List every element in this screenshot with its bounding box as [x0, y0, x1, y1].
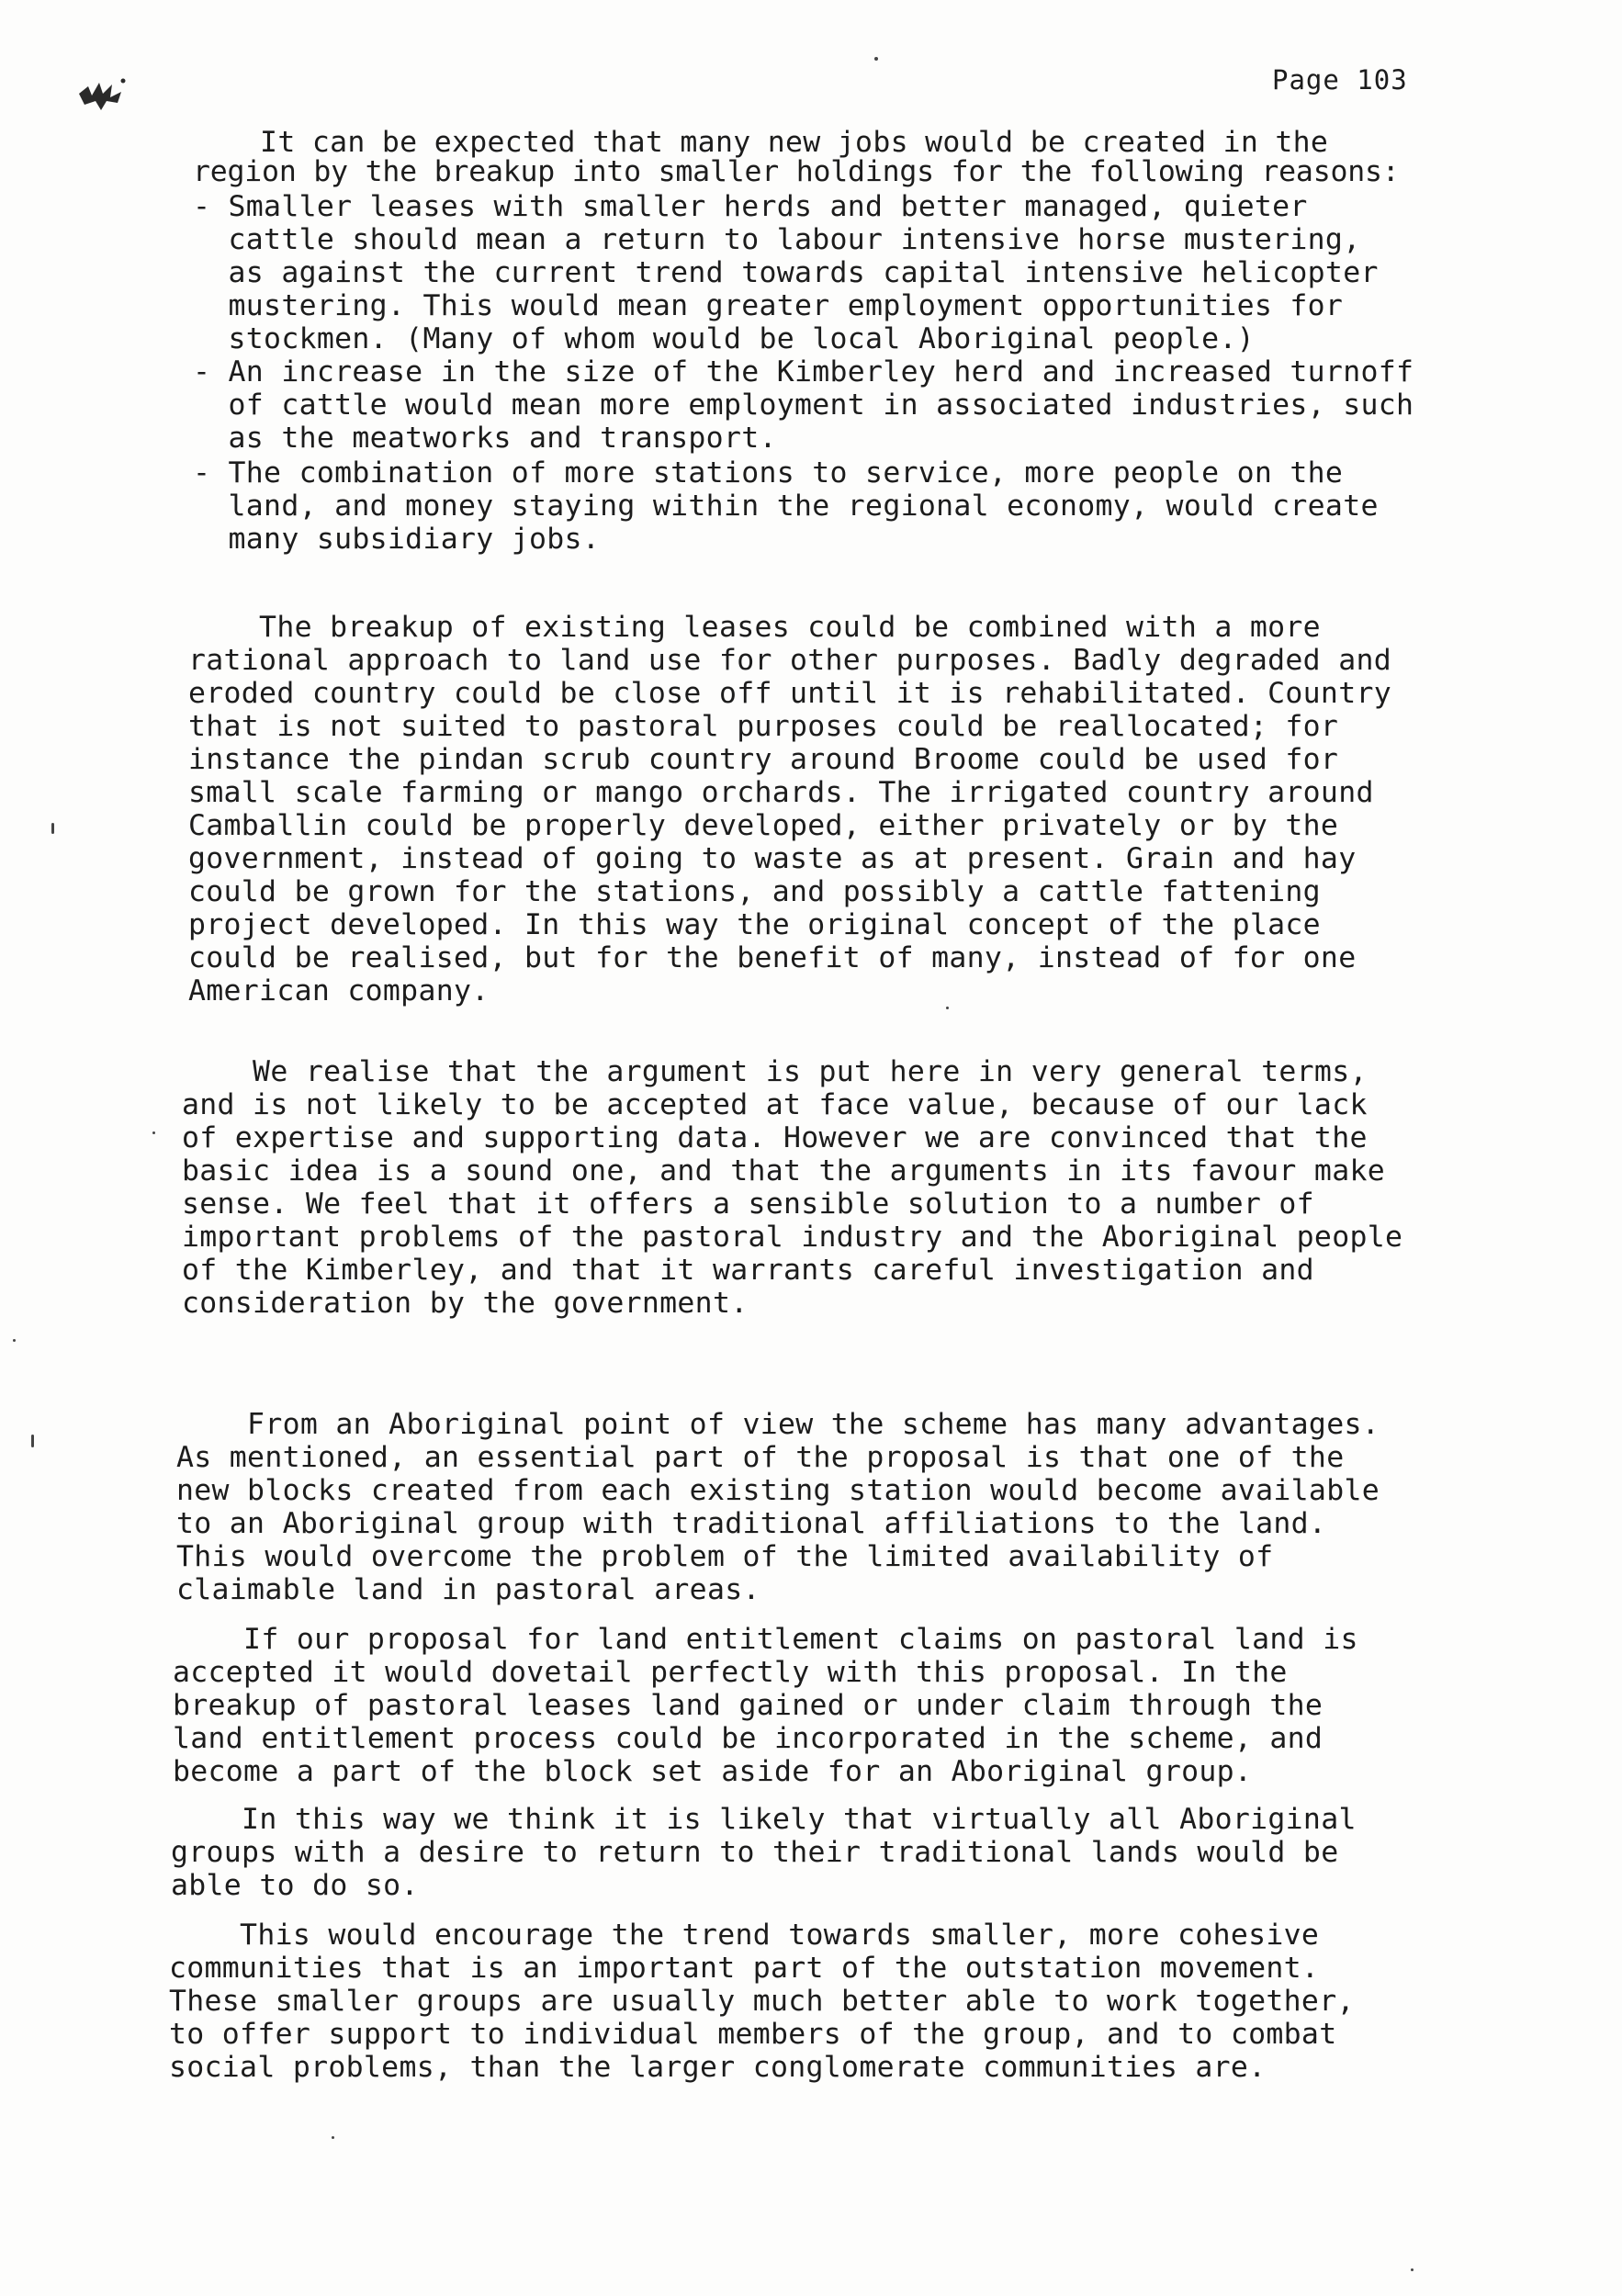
text-line: to offer support to individual members of the group, and to combat: [169, 2018, 1337, 2051]
text-line: accepted it would dovetail perfectly with this proposal. In the: [173, 1656, 1288, 1689]
text-line: to an Aboriginal group with traditional affiliations to the land.: [176, 1507, 1327, 1540]
text-line: government, instead of going to waste as at present. Grain and hay: [188, 842, 1357, 875]
text-line: If our proposal for land entitlement claims on pastoral land is: [173, 1623, 1358, 1656]
text-line: land, and money staying within the regional economy, would create: [193, 490, 1379, 523]
text-line: region by the breakup into smaller holdings for the following reasons:: [193, 155, 1400, 188]
text-line: as against the current trend towards capital intensive helicopter: [193, 256, 1379, 289]
text-line: basic idea is a sound one, and that the arguments in its favour make: [182, 1154, 1385, 1187]
text-line: American company.: [188, 974, 490, 1007]
text-line: cattle should mean a return to labour intensive horse mustering,: [193, 223, 1361, 256]
scan-speck: [946, 1007, 949, 1009]
text-line: This would encourage the trend towards smaller, more cohesive: [169, 1919, 1320, 1952]
text-line: - An increase in the size of the Kimberley herd and increased turnoff: [193, 355, 1414, 388]
scan-speck: [13, 1339, 16, 1342]
text-line: breakup of pastoral leases land gained or under claim through the: [173, 1689, 1324, 1722]
text-line: become a part of the block set aside for an Aboriginal group.: [173, 1755, 1253, 1788]
text-line: new blocks created from each existing station would become available: [176, 1474, 1380, 1507]
text-line: This would overcome the problem of the limited availability of: [176, 1540, 1274, 1573]
ink-blot-mark: [75, 73, 129, 114]
text-line: sense. We feel that it offers a sensible solution to a number of: [182, 1187, 1314, 1221]
text-line: groups with a desire to return to their traditional lands would be: [171, 1836, 1339, 1869]
text-line: consideration by the government.: [182, 1287, 749, 1320]
text-line: instance the pindan scrub country around Broome could be used for: [188, 743, 1339, 776]
text-line: The breakup of existing leases could be combined with a more: [188, 611, 1321, 644]
text-line: From an Aboriginal point of view the scheme has many advantages.: [176, 1408, 1380, 1441]
text-line: stockmen. (Many of whom would be local Aboriginal people.): [193, 322, 1255, 355]
text-line: Camballin could be properly developed, either privately or by the: [188, 809, 1339, 842]
scan-speck: [332, 2136, 334, 2139]
scan-speck: [874, 57, 878, 61]
text-line: In this way we think it is likely that virtually all Aboriginal: [171, 1803, 1357, 1836]
text-line: rational approach to land use for other purposes. Badly degraded and: [188, 644, 1391, 677]
text-line: of expertise and supporting data. However we are convinced that the: [182, 1121, 1368, 1154]
text-line: project developed. In this way the original concept of the place: [188, 908, 1321, 941]
text-line: communities that is an important part of the outstation movement.: [169, 1952, 1320, 1985]
text-line: of cattle would mean more employment in associated industries, such: [193, 388, 1414, 422]
text-line: social problems, than the larger conglomerate communities are.: [169, 2051, 1267, 2084]
text-line: could be realised, but for the benefit of many, instead of for one: [188, 941, 1357, 974]
text-line: could be grown for the stations, and possibly a cattle fattening: [188, 875, 1321, 908]
text-line: As mentioned, an essential part of the proposal is that one of the: [176, 1441, 1345, 1474]
text-line: many subsidiary jobs.: [193, 523, 601, 556]
text-line: - Smaller leases with smaller herds and better managed, quieter: [193, 190, 1308, 223]
scan-speck: [31, 1435, 34, 1447]
text-line: important problems of the pastoral industry and the Aboriginal people: [182, 1221, 1403, 1254]
text-line: able to do so.: [171, 1869, 419, 1902]
text-line: that is not suited to pastoral purposes could be reallocated; for: [188, 710, 1339, 743]
scan-speck: [51, 823, 54, 834]
text-line: eroded country could be close off until it is rehabilitated. Country: [188, 677, 1391, 710]
text-line: It can be expected that many new jobs would be created in the: [193, 126, 1329, 159]
text-line: and is not likely to be accepted at face value, because of our lack: [182, 1088, 1368, 1121]
text-line: mustering. This would mean greater employment opportunities for: [193, 289, 1344, 322]
text-line: land entitlement process could be incorporated in the scheme, and: [173, 1722, 1324, 1755]
text-line: of the Kimberley, and that it warrants careful investigation and: [182, 1254, 1314, 1287]
text-line: These smaller groups are usually much better able to work together,: [169, 1985, 1355, 2018]
text-line: We realise that the argument is put here in very general terms,: [182, 1055, 1368, 1088]
text-line: as the meatworks and transport.: [193, 422, 777, 455]
text-line: small scale farming or mango orchards. The irrigated country around: [188, 776, 1374, 809]
scan-speck: [152, 1131, 155, 1134]
text-line: claimable land in pastoral areas.: [176, 1573, 760, 1606]
page-number: Page 103: [1272, 64, 1408, 96]
text-line: - The combination of more stations to service, more people on the: [193, 456, 1344, 490]
scan-speck: [1411, 2268, 1414, 2271]
